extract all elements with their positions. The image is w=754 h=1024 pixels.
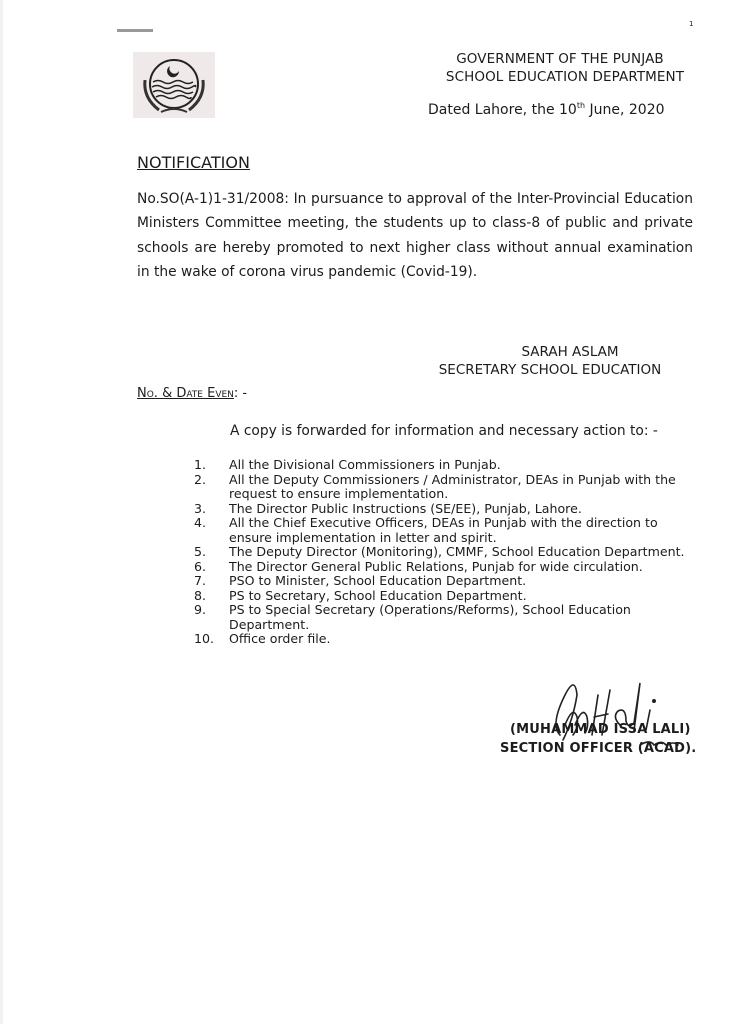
list-item: 8. PS to Secretary, School Education Department. (194, 587, 527, 603)
reference-stamp (117, 29, 153, 32)
list-item: 5. The Deputy Director (Monitoring), CMMF, School Education Department. (194, 544, 685, 559)
no-date-even: No. & Date Even: - (137, 386, 248, 401)
list-item: 10. Office order file. (194, 631, 331, 646)
header-government: GOVERNMENT OF THE PUNJAB (456, 51, 664, 67)
header-department: SCHOOL EDUCATION DEPARTMENT (445, 69, 685, 85)
list-item: 1. All the Divisional Commissioners in Punjab. (194, 457, 501, 472)
recipient-list (194, 458, 704, 647)
section-officer-name: (MUHAMMAD ISSA LALI) (510, 722, 691, 737)
page-number: 1 (689, 20, 694, 28)
punjab-emblem-logo (133, 52, 215, 118)
page-edge (0, 0, 3, 1024)
list-item: 6. The Director General Public Relations, Punjab for wide circulation. (194, 558, 643, 574)
section-officer-designation: SECTION OFFICER (ACAD). (500, 741, 697, 756)
list-item: 7. PSO to Minister, School Education Department. (194, 573, 527, 588)
dated-line: Dated Lahore, the 10th June, 2020 (428, 101, 665, 118)
notification-title: NOTIFICATION (137, 153, 250, 172)
notification-body: No.SO(A-1)1-31/2008: In pursuance to approval of the Inter-Provincial Education Ministers Committee meeting, the students up to class-8 of public and private schools are hereby promoted to next higher class without annual examination in the wake of corona virus pandemic (Covid-19). (137, 191, 693, 280)
list-item: 3. The Director Public Instructions (SE/EE), Punjab, Lahore. (194, 500, 582, 516)
list-item: 4. All the Chief Executive Officers, DEAs in Punjab with the direction to ensure implementation in letter and spirit. (194, 515, 658, 545)
list-item: 9. PS to Special Secretary (Operations/Reforms), School Education Department. (194, 602, 631, 632)
signatory-designation: SECRETARY SCHOOL EDUCATION (438, 362, 662, 378)
copy-forwarded-line: A copy is forwarded for information and necessary action to: - (230, 423, 658, 439)
list-item: 2. All the Deputy Commissioners / Administrator, DEAs in Punjab with the request to ensure implementation. (194, 471, 676, 501)
emblem-icon (133, 52, 215, 118)
signatory-name: SARAH ASLAM (521, 344, 619, 360)
